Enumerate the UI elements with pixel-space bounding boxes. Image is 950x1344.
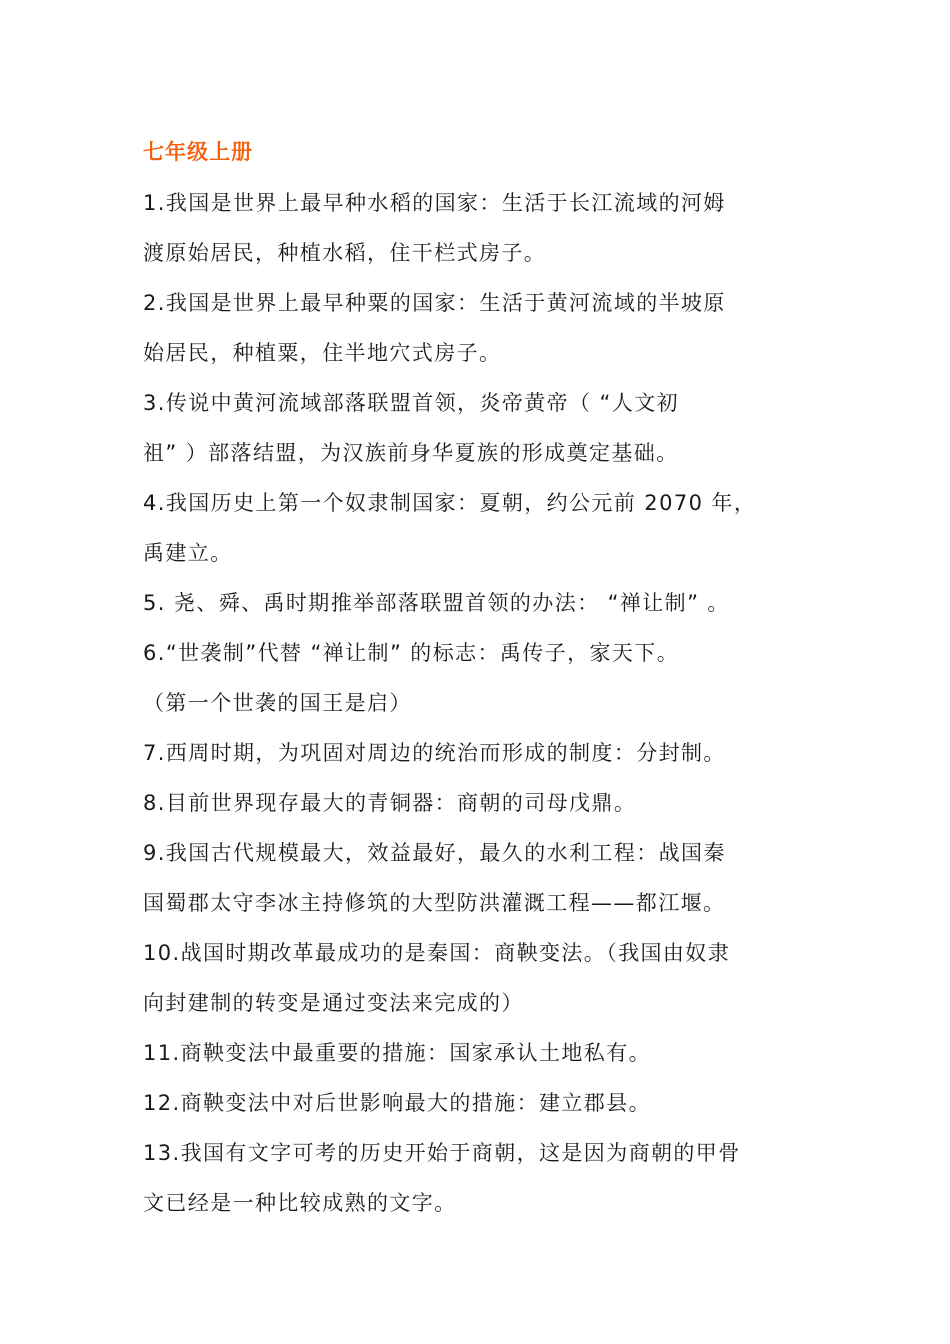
text-lines xyxy=(143,178,813,1228)
text-line: 13.我国有文字可考的历史开始于商朝，这是因为商朝的甲骨 xyxy=(143,1141,741,1165)
text-line: 始居民，种植粟，住半地穴式房子。 xyxy=(143,341,502,365)
text-line: 9.我国古代规模最大，效益最好，最久的水利工程：战国秦 xyxy=(143,841,726,865)
document-page xyxy=(143,128,813,1228)
text-line: 渡原始居民，种植水稻，住干栏式房子。 xyxy=(143,241,547,265)
text-line: 3.传说中黄河流域部落联盟首领，炎帝黄帝（ “人文初 xyxy=(143,391,679,415)
text-line: 禹建立。 xyxy=(143,541,233,565)
text-line: 文已经是一种比较成熟的文字。 xyxy=(143,1191,457,1215)
text-line: 4.我国历史上第一个奴隶制国家：夏朝，约公元前 2070 年， xyxy=(143,491,757,515)
text-line: 8.目前世界现存最大的青铜器：商朝的司母戊鼎。 xyxy=(143,791,637,815)
text-line: 祖” ）部落结盟，为汉族前身华夏族的形成奠定基础。 xyxy=(143,441,679,465)
text-line: 2.我国是世界上最早种粟的国家：生活于黄河流域的半坡原 xyxy=(143,291,726,315)
text-line: 10.战国时期改革最成功的是秦国：商鞅变法。（我国由奴隶 xyxy=(143,941,731,965)
text-line: 6.“世袭制”代替 “禅让制” 的标志：禹传子，家天下。 xyxy=(143,641,680,665)
text-line: 5. 尧、舜、禹时期推举部落联盟首领的办法： “禅让制” 。 xyxy=(143,591,730,615)
text-line: （第一个世袭的国王是启） xyxy=(143,691,412,715)
text-line: 11.商鞅变法中最重要的措施：国家承认土地私有。 xyxy=(143,1041,651,1065)
text-line: 12.商鞅变法中对后世影响最大的措施：建立郡县。 xyxy=(143,1091,651,1115)
section-title: 七年级上册 xyxy=(143,140,253,164)
text-line: 7.西周时期，为巩固对周边的统治而形成的制度：分封制。 xyxy=(143,741,726,765)
text-line: 向封建制的转变是通过变法来完成的） xyxy=(143,991,524,1015)
text-line: 国蜀郡太守李冰主持修筑的大型防洪灌溉工程——都江堰。 xyxy=(143,891,726,915)
text-line: 1.我国是世界上最早种水稻的国家：生活于长江流域的河姆 xyxy=(143,191,726,215)
